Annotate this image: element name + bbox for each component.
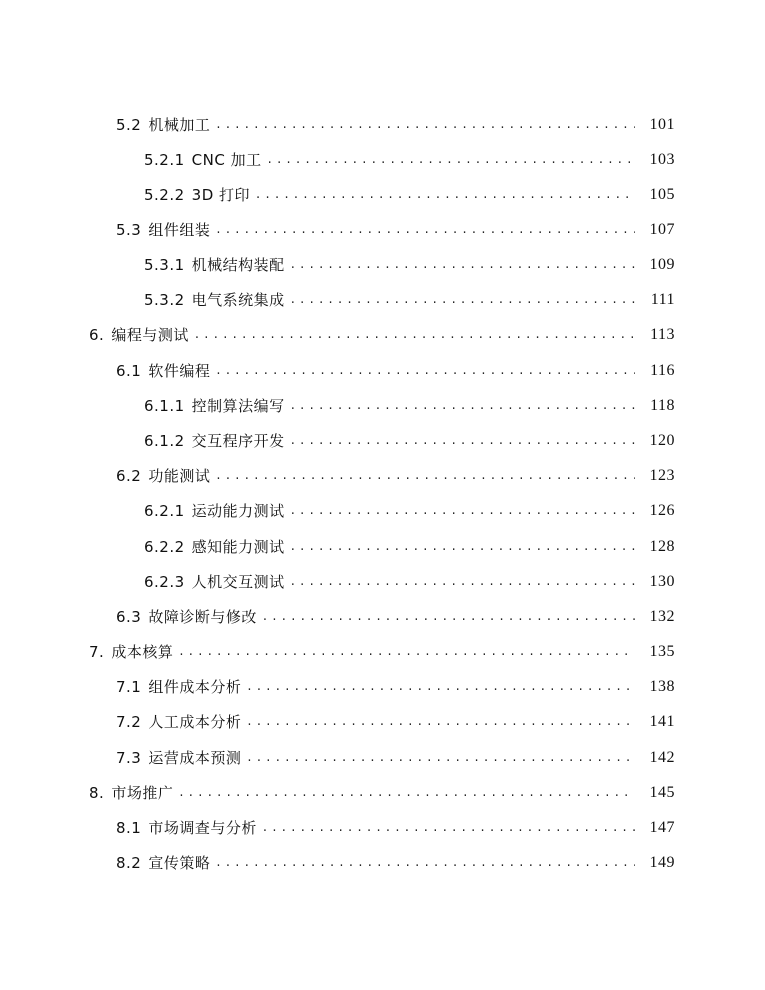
toc-entry[interactable]: [0, 570, 765, 594]
toc-entry-page: 135: [649, 643, 675, 660]
toc-entry-number: 6.2.2: [144, 538, 185, 556]
toc-entry-title: 交互程序开发: [191, 432, 285, 450]
toc-entry-number: 5.3.2: [144, 291, 185, 309]
toc-entry-page: 145: [649, 784, 675, 801]
toc-entry-number: 5.3.1: [144, 256, 185, 274]
toc-entry-title: 机械结构装配: [191, 256, 285, 274]
toc-entry-title: 运动能力测试: [191, 502, 285, 520]
toc-entry-title: 宣传策略: [148, 854, 211, 872]
toc-dot-leader: [291, 253, 635, 277]
toc-entry-title: 运营成本预测: [148, 749, 242, 767]
toc-entry-title: 成本核算: [111, 643, 174, 661]
toc-entry-title: 感知能力测试: [191, 538, 285, 556]
toc-entry[interactable]: [0, 394, 765, 418]
toc-entry-number: 5.2: [116, 116, 142, 134]
toc-entry-number: 6.1.1: [144, 397, 185, 415]
toc-dot-leader: [195, 323, 635, 347]
toc-entry[interactable]: [0, 429, 765, 453]
toc-entry-number: 6.2.1: [144, 502, 185, 520]
toc-entry-page: 113: [650, 326, 675, 343]
toc-dot-leader: [216, 851, 635, 875]
toc-entry-page: 120: [649, 432, 675, 449]
toc-entry[interactable]: [0, 851, 765, 875]
toc-entry-number: 8.2: [116, 854, 142, 872]
toc-dot-leader: [216, 113, 635, 137]
toc-dot-leader: [291, 535, 635, 559]
toc-entry[interactable]: [0, 359, 765, 383]
toc-dot-leader: [291, 499, 635, 523]
toc-entry-page: 147: [649, 819, 675, 836]
toc-dot-leader: [216, 464, 635, 488]
toc-entry-page: 130: [649, 573, 675, 590]
toc-dot-leader: [179, 640, 635, 664]
toc-entry-page: 111: [650, 291, 675, 308]
toc-entry-page: 118: [650, 397, 675, 414]
toc-entry-number: 8.1: [116, 819, 142, 837]
toc-entry-number: 8.: [89, 784, 105, 802]
toc-dot-leader: [263, 816, 635, 840]
toc-entry[interactable]: [0, 499, 765, 523]
toc-entry-page: 123: [649, 467, 675, 484]
toc-entry-page: 107: [649, 221, 675, 238]
toc-dot-leader: [291, 288, 635, 312]
toc-entry-page: 126: [649, 502, 675, 519]
toc-dot-leader: [216, 359, 635, 383]
toc-entry[interactable]: [0, 253, 765, 277]
toc-entry-title: 编程与测试: [111, 326, 189, 344]
toc-entry-title: 功能测试: [148, 467, 211, 485]
toc-entry-page: 149: [649, 854, 675, 871]
toc-entry[interactable]: [0, 288, 765, 312]
toc-entry-page: 128: [649, 538, 675, 555]
toc-entry-number: 5.2.2: [144, 186, 185, 204]
toc-entry-title: 人工成本分析: [148, 713, 242, 731]
toc-dot-leader: [268, 148, 635, 172]
toc-entry-page: 109: [649, 256, 675, 273]
toc-entry[interactable]: [0, 816, 765, 840]
toc-dot-leader: [291, 570, 635, 594]
toc-entry-number: 6.3: [116, 608, 142, 626]
toc-entry-page: 132: [649, 608, 675, 625]
toc-entry[interactable]: [0, 605, 765, 629]
toc-entry-page: 101: [649, 116, 675, 133]
toc-entry-number: 6.2.3: [144, 573, 185, 591]
toc-entry-title: 机械加工: [148, 116, 211, 134]
toc-dot-leader: [256, 183, 635, 207]
toc-entry-number: 5.2.1: [144, 151, 185, 169]
toc-entry-title: 电气系统集成: [191, 291, 285, 309]
toc-entry-number: 5.3: [116, 221, 142, 239]
toc-entry[interactable]: [0, 640, 765, 664]
toc-entry[interactable]: [0, 535, 765, 559]
toc-entry-number: 7.: [89, 643, 105, 661]
toc-entry-title: 人机交互测试: [191, 573, 285, 591]
toc-entry-number: 6.: [89, 326, 105, 344]
toc-entry-page: 105: [649, 186, 675, 203]
toc-dot-leader: [291, 429, 635, 453]
toc-entry-page: 142: [649, 749, 675, 766]
toc-entry-title: 控制算法编写: [191, 397, 285, 415]
toc-entry-title: 组件成本分析: [148, 678, 242, 696]
toc-dot-leader: [179, 781, 635, 805]
toc-entry-title: 软件编程: [148, 362, 211, 380]
toc-entry-title: CNC 加工: [191, 151, 262, 169]
toc-entry[interactable]: [0, 148, 765, 172]
toc-dot-leader: [247, 710, 635, 734]
toc-entry-title: 故障诊断与修改: [148, 608, 257, 626]
toc-entry[interactable]: [0, 218, 765, 242]
toc-entry-title: 市场调查与分析: [148, 819, 257, 837]
toc-entry[interactable]: [0, 464, 765, 488]
toc-dot-leader: [247, 675, 635, 699]
toc-entry-number: 7.1: [116, 678, 142, 696]
toc-entry[interactable]: [0, 746, 765, 770]
toc-entry-number: 6.1.2: [144, 432, 185, 450]
toc-entry[interactable]: [0, 781, 765, 805]
toc-entry-number: 6.1: [116, 362, 142, 380]
toc-dot-leader: [247, 746, 635, 770]
toc-entry-number: 6.2: [116, 467, 142, 485]
toc-entry-number: 7.3: [116, 749, 142, 767]
toc-entry-title: 3D 打印: [191, 186, 251, 204]
toc-entry-page: 103: [649, 151, 675, 168]
toc-entry-title: 组件组装: [148, 221, 211, 239]
toc-entry-number: 7.2: [116, 713, 142, 731]
toc-entry-page: 138: [649, 678, 675, 695]
toc-dot-leader: [291, 394, 635, 418]
toc-entry[interactable]: [0, 675, 765, 699]
toc-entry-page: 141: [649, 713, 675, 730]
toc-entry[interactable]: [0, 113, 765, 137]
toc-dot-leader: [216, 218, 635, 242]
toc-entry[interactable]: [0, 183, 765, 207]
toc-entry-page: 116: [650, 362, 675, 379]
toc-entry[interactable]: [0, 323, 765, 347]
toc-entry-title: 市场推广: [111, 784, 174, 802]
toc-dot-leader: [263, 605, 635, 629]
toc-entry[interactable]: [0, 710, 765, 734]
